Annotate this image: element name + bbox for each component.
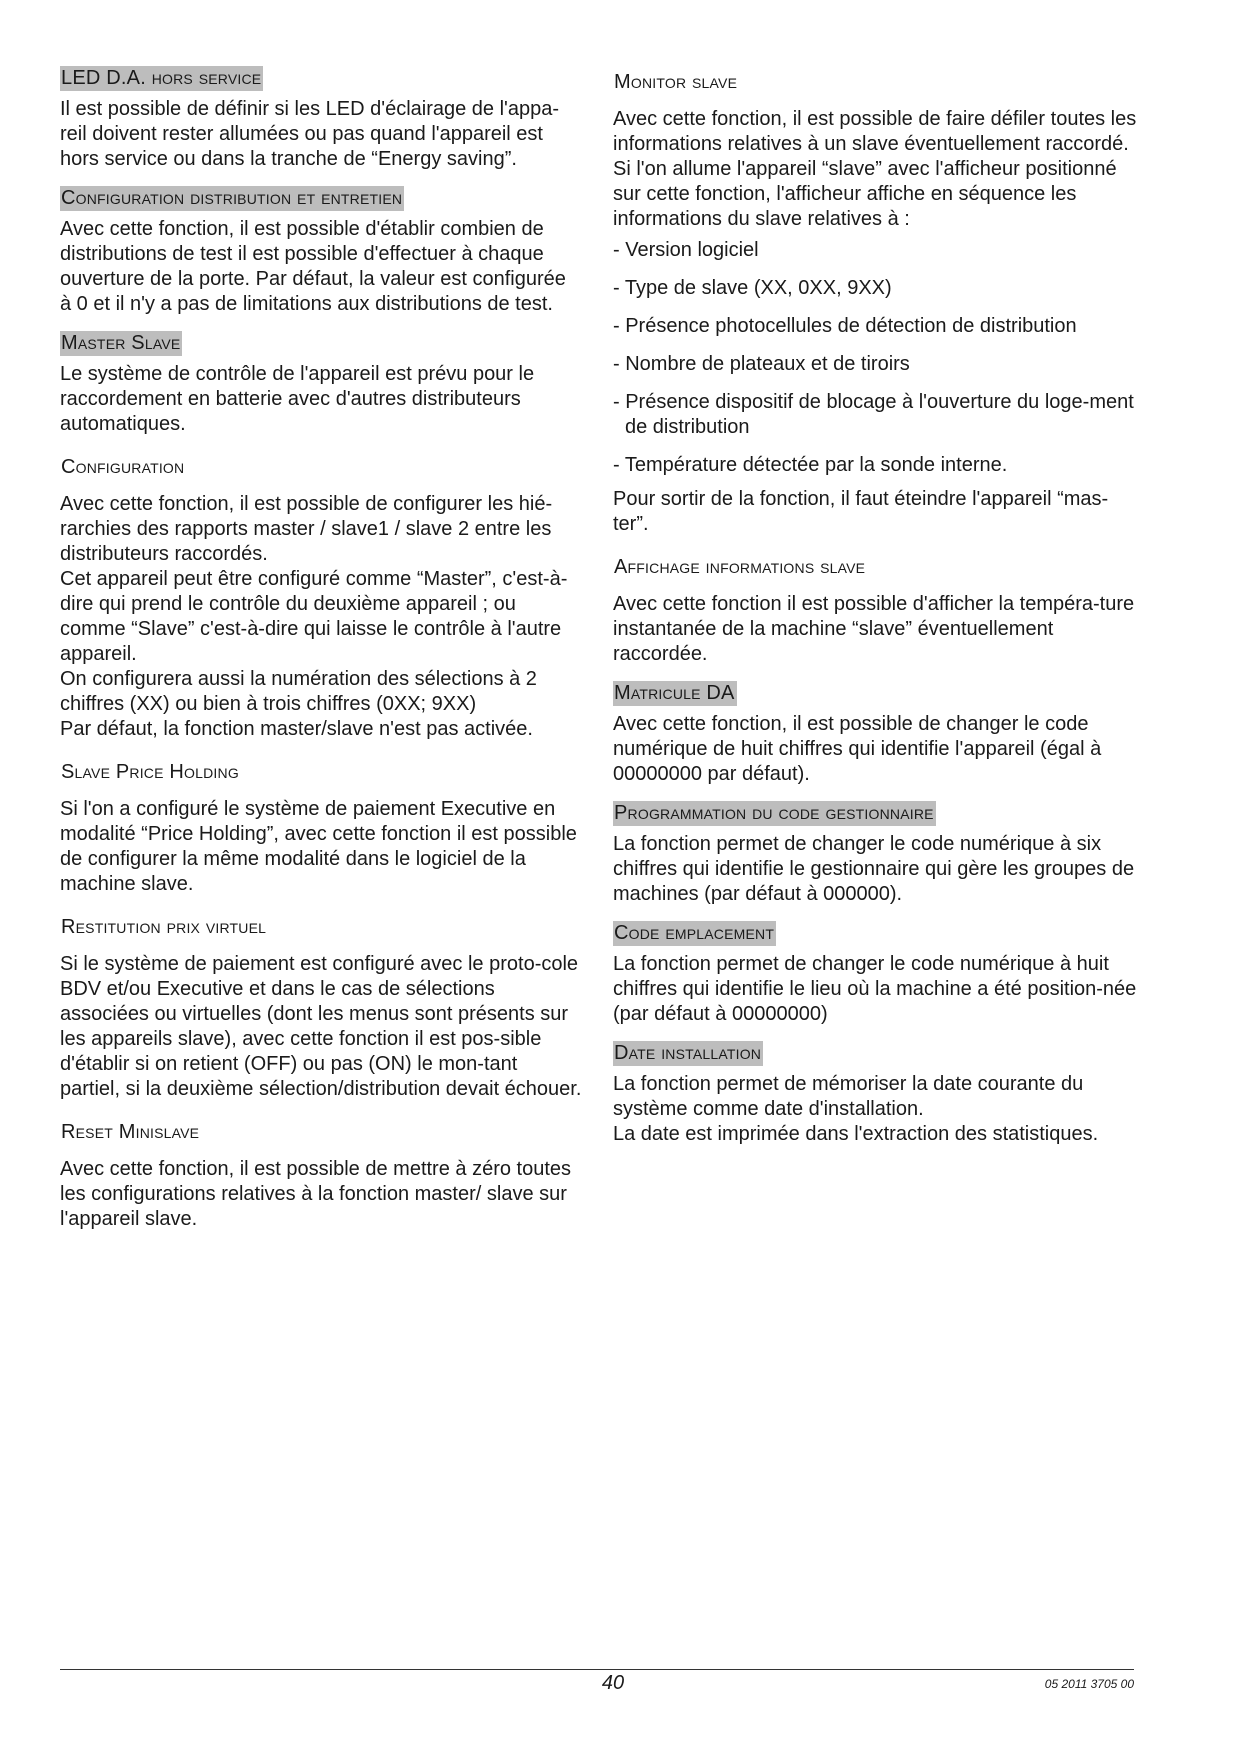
section-affichage-informations-slave [613, 551, 1138, 667]
section-heading: Restitution prix virtuel [61, 916, 267, 938]
paragraph: La date est imprimée dans l'extraction des statistiques. [613, 1123, 1099, 1145]
paragraph: Pour sortir de la fonction, il faut éteindre l'appareil “mas-ter”. [613, 488, 1109, 535]
list-item: - Température détectée par la sonde interne. [613, 454, 1008, 476]
paragraph: Avec cette fonction, il est possible d'établir combien de distributions de test il est possible d'effectuer à chaque ouverture de la porte. Par défaut, la valeur est configurée à 0 et il n'y a pas de limitations aux distributions de test. [60, 218, 566, 315]
list-item: - Nombre de plateaux et de tiroirs [613, 353, 910, 375]
page-number: 40 [601, 1672, 625, 1694]
paragraph: Il est possible de définir si les LED d'éclairage de l'appa-reil doivent rester allumées ou pas quand l'appareil est hors service ou dans la tranche de “Energy saving”. [60, 98, 560, 170]
section-configuration-distribution [60, 186, 582, 317]
section-configuration [60, 451, 582, 742]
paragraph: La fonction permet de mémoriser la date courante du système comme date d'installation. [613, 1073, 1084, 1120]
document-code: 05 2011 3705 00 [1044, 1677, 1134, 1691]
paragraph: Avec cette fonction, il est possible de faire défiler toutes les informations relatives à un slave éventuellement raccordé. [613, 108, 1137, 155]
right-column [613, 66, 1138, 1161]
paragraph: La fonction permet de changer le code numérique à huit chiffres qui identifie le lieu où la machine a été position-née (par défaut à 00000000) [613, 953, 1137, 1025]
paragraph: Le système de contrôle de l'appareil est prévu pour le raccordement en batterie avec d'autres distributeurs automatiques. [60, 363, 535, 435]
info-list [613, 238, 1138, 478]
paragraph: Si l'on a configuré le système de paiement Executive en modalité “Price Holding”, avec cette fonction il est possible de configurer la même modalité dans le logiciel de la machine slave. [60, 798, 577, 895]
paragraph: Cet appareil peut être configuré comme “Master”, c'est-à-dire qui prend le contrôle du deuxième appareil ; ou comme “Slave” c'est-à-dire qui laisse le contrôle à l'autre appareil. [60, 568, 568, 665]
section-heading: Configuration [61, 456, 185, 478]
left-column [60, 66, 582, 1246]
section-monitor-slave [613, 66, 1138, 537]
section-restitution-prix-virtuel [60, 911, 582, 1102]
list-item: - Type de slave (XX, 0XX, 9XX) [613, 277, 892, 299]
section-heading: Date installation [614, 1042, 762, 1064]
paragraph: Si l'on allume l'appareil “slave” avec l'afficheur positionné sur cette fonction, l'afficheur affiche en séquence les informations du slave relatives à : [613, 158, 1117, 230]
paragraph: On configurera aussi la numération des sélections à 2 chiffres (XX) ou bien à trois chiffres (0XX; 9XX) [60, 668, 537, 715]
section-reset-minislave [60, 1116, 582, 1232]
paragraph: Par défaut, la fonction master/slave n'est pas activée. [60, 718, 533, 740]
paragraph: Avec cette fonction il est possible d'afficher la tempéra-ture instantanée de la machine “slave” éventuellement raccordée. [613, 593, 1135, 665]
section-code-emplacement [613, 921, 1138, 1027]
section-heading: Configuration distribution et entretien [61, 187, 403, 209]
section-master-slave [60, 331, 582, 437]
section-slave-price-holding [60, 756, 582, 897]
list-item: - Présence photocellules de détection de distribution [613, 315, 1077, 337]
section-heading: Code emplacement [614, 922, 775, 944]
section-led-hors-service [60, 66, 582, 172]
section-programmation-code-gestionnaire [613, 801, 1138, 907]
paragraph: Avec cette fonction, il est possible de mettre à zéro toutes les configurations relatives à la fonction master/ slave sur l'appareil slave. [60, 1158, 572, 1230]
section-date-installation [613, 1041, 1138, 1147]
section-heading: LED D.A. hors service [61, 67, 262, 89]
section-heading: Reset Minislave [61, 1121, 200, 1143]
section-heading: Slave Price Holding [61, 761, 239, 783]
section-heading: Monitor slave [614, 71, 738, 93]
paragraph: La fonction permet de changer le code numérique à six chiffres qui identifie le gestionnaire qui gère les groupes de machines (par défaut à 000000). [613, 833, 1135, 905]
section-matricule-da [613, 681, 1138, 787]
section-heading: Master Slave [61, 332, 181, 354]
section-heading: Matricule DA [614, 682, 735, 704]
section-heading: Programmation du code gestionnaire [614, 802, 934, 824]
footer-divider [60, 1669, 1134, 1670]
list-item: - Présence dispositif de blocage à l'ouverture du loge-ment de distribution [613, 391, 1134, 438]
section-heading: Affichage informations slave [614, 556, 866, 578]
paragraph: Avec cette fonction, il est possible de configurer les hié-rarchies des rapports master / slave1 / slave 2 entre les distributeurs raccordés. [60, 493, 553, 565]
list-item: - Version logiciel [613, 239, 759, 261]
paragraph: Avec cette fonction, il est possible de changer le code numérique de huit chiffres qui identifie l'appareil (égal à 00000000 par défaut). [613, 713, 1102, 785]
paragraph: Si le système de paiement est configuré avec le proto-cole BDV et/ou Executive et dans le cas de sélections associées ou virtuelles (dont les menus sont présents sur les appareils slave), avec cette fonction il est pos-sible d'établir si on retient (OFF) ou pas (ON) le mon-tant partiel, si la deuxième sélection/distribution devait échouer. [60, 953, 582, 1100]
